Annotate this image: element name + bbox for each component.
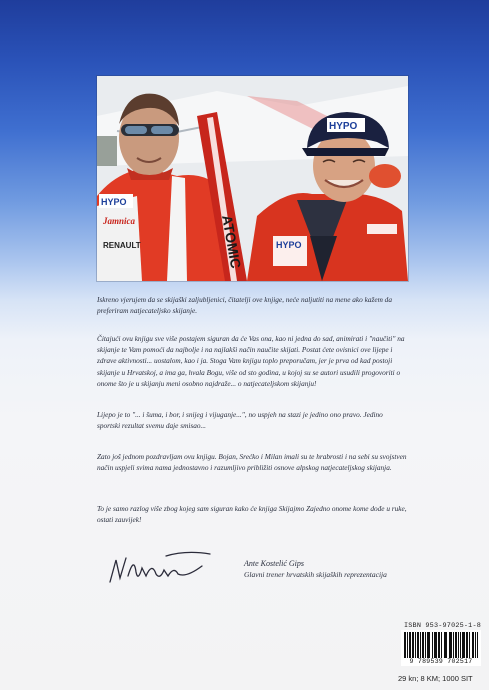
barcode-bar (435, 632, 437, 658)
barcode-bar (446, 632, 447, 658)
ski-brand: ATOMIC (219, 213, 245, 270)
price: 29 kn; 8 KM; 1000 SIT (398, 674, 473, 683)
barcode-bar (412, 632, 414, 658)
barcode-bar (458, 632, 459, 658)
success-paragraph: Lijepo je to "... i šuma, i bor, i snijeg i vijuganje...", no uspjeh na stazi je jedino ono pravo. Jedino sportski rezultat svemu daje smisao... (97, 410, 383, 431)
intro-paragraph: Iskreno vjerujem da se skijaški zaljubljenici, čitatelji ove knjige, neće naljutiti na mene ako kažem da preferiram natjecateljsko skijanje. (97, 295, 392, 316)
barcode-bar (410, 632, 411, 658)
barcode-bar (429, 632, 430, 658)
barcode-number: 9 789539 702517 (409, 658, 473, 665)
barcode-bar (456, 632, 457, 658)
barcode-bar (434, 632, 435, 658)
barcode-bar (417, 632, 418, 658)
author-block (244, 558, 414, 580)
barcode-bar (475, 632, 476, 658)
barcode-bar (469, 632, 470, 658)
barcode-bar (467, 632, 468, 658)
jacket-logo-left: HYPO (101, 197, 127, 207)
cap-logo: HYPO (329, 121, 358, 132)
recommendation-paragraph: Čitajući ovu knjigu sve više postajem siguran da će Vas ona, kao ni jedna do sad, animirati i "naučiti" na skijanje te Vam pomoći da najbolje i na najlakši način naučite skijati. Postat ćete ovisnici ove lijepe i zdrave aktivnosti... uostalom, kao i ja. Stoga Vam knjigu toplo preporučam, jer je prva od kad postoji skijanje u Hrvatskoj, a ima ga, hvala Bogu, više od sto godina, u kojoj su se autori usudili progovoriti o onome što je u skijanju meni osobno najdraže... o natjecateljskom skijanju! (97, 334, 405, 388)
barcode-bar (418, 632, 419, 658)
barcode-bar (405, 632, 406, 658)
greeting-paragraph: Zato još jednom pozdravljam ovu knjigu. Bojan, Srećko i Milan imali su te hrabrosti i na sebi su svojstven način uspjeli svima nama jednostavno i razumljivo približiti osnove alpskog natjecateljskog skijanja. (97, 452, 407, 473)
barcode-bar (462, 632, 463, 658)
barcode-bar (407, 632, 408, 658)
jacket-sponsor-left: Jamnica (103, 216, 136, 226)
skiers-photo-illustration (97, 76, 408, 281)
author-name: Ante Kostelić Gips (244, 559, 304, 568)
barcode-bars (404, 632, 478, 658)
author-signature (106, 548, 216, 588)
barcode-bar (439, 632, 440, 658)
barcode-bar (477, 632, 478, 658)
cover-photo (97, 76, 408, 281)
barcode-bar (451, 632, 452, 658)
barcode-bar (453, 632, 454, 658)
barcode-bar (428, 632, 429, 658)
author-title: Glavni trener hrvatskih skijaških reprezentacija (244, 570, 387, 579)
barcode-bar (473, 632, 474, 658)
barcode-bar (445, 632, 446, 658)
jacket-logo-right: HYPO (276, 240, 302, 250)
isbn: ISBN 953-97025-1-8 (404, 622, 482, 630)
barcode-bar (441, 632, 442, 658)
barcode-bar (463, 632, 465, 658)
barcode (401, 630, 481, 666)
barcode-bar (425, 632, 426, 658)
jacket-brand-left: RENAULT (103, 241, 141, 250)
closing-paragraph: To je samo razlog više zbog kojeg sam siguran kako će knjiga Skijajmo Zajedno onome kome dođe u ruke, ostati zauvijek! (97, 504, 407, 525)
barcode-bar (422, 632, 424, 658)
